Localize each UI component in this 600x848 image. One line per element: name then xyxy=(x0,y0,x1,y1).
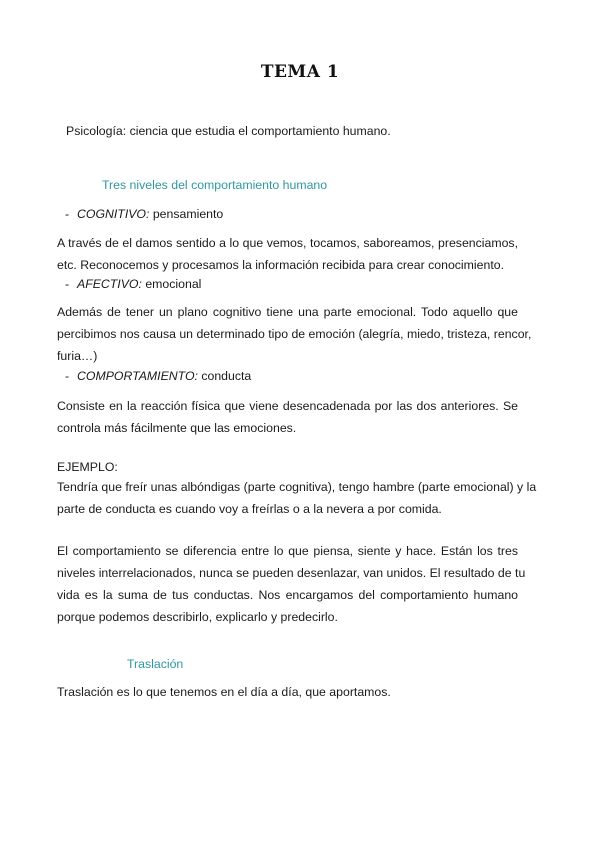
level-cognitivo xyxy=(65,207,223,221)
paragraph-afectivo xyxy=(57,301,532,367)
section-heading-traslacion: Traslación xyxy=(127,657,184,671)
paragraph-comportamiento xyxy=(57,395,518,439)
paragraph-line: furia…) xyxy=(57,349,98,363)
level-term: AFECTIVO: xyxy=(77,277,142,291)
paragraph-line: El comportamiento se diferencia entre lo que piensa, siente y hace. Están los tres xyxy=(57,544,518,558)
section-heading-niveles: Tres niveles del comportamiento humano xyxy=(102,178,328,192)
summary-paragraph xyxy=(57,540,526,628)
paragraph-line: niveles interrelacionados, nunca se pueden desenlazar, van unidos. El resultado de tu xyxy=(57,566,526,580)
bullet-dash: - xyxy=(65,207,70,221)
level-desc: pensamiento xyxy=(152,207,224,221)
paragraph-line: etc. Reconocemos y procesamos la información recibida para crear conocimiento. xyxy=(57,258,504,272)
paragraph-line: controla más fácilmente que las emociones. xyxy=(57,421,297,435)
paragraph-line: Consiste en la reacción física que viene desencadenada por las dos anteriores. Se xyxy=(57,399,518,413)
paragraph-line: parte de conducta es cuando voy a freírlas o a la nevera a por comida. xyxy=(57,502,442,516)
paragraph-line: A través de el damos sentido a lo que vemos, tocamos, saboreamos, presenciamos, xyxy=(57,236,518,250)
paragraph-line: vida es la suma de tus conductas. Nos encargamos del comportamiento humano xyxy=(57,588,518,602)
example-label: EJEMPLO: xyxy=(57,460,118,474)
bullet-dash: - xyxy=(65,277,70,291)
level-term: COGNITIVO: xyxy=(77,207,150,221)
paragraph-line: percibimos nos causa un determinado tipo de emoción (alegría, miedo, tristeza, rencor, xyxy=(57,327,532,341)
level-term: COMPORTAMIENTO: xyxy=(77,369,198,383)
level-afectivo xyxy=(65,277,201,291)
example-paragraph xyxy=(57,476,537,520)
bullet-dash: - xyxy=(65,369,70,383)
paragraph-cognitivo xyxy=(57,232,518,276)
paragraph-line: Tendría que freír unas albóndigas (parte cognitiva), tengo hambre (parte emocional) y la xyxy=(57,480,537,494)
level-desc: emocional xyxy=(145,277,202,291)
level-comportamiento xyxy=(65,369,251,383)
document-title: TEMA 1 xyxy=(260,62,340,82)
paragraph-line: Además de tener un plano cognitivo tiene una parte emocional. Todo aquello que xyxy=(57,305,518,319)
level-desc: conducta xyxy=(201,369,252,383)
paragraph-line: porque podemos describirlo, explicarlo y predecirlo. xyxy=(57,610,338,624)
traslacion-text: Traslación es lo que tenemos en el día a día, que aportamos. xyxy=(57,685,391,699)
intro-definition: Psicología: ciencia que estudia el comportamiento humano. xyxy=(66,124,391,138)
